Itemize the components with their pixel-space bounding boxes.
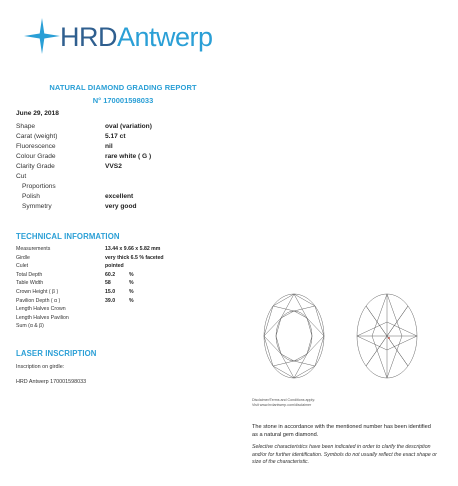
laser-inscription: HRD Antwerp 170001598033 xyxy=(16,379,87,385)
disclaimer-line-2: Visit www.hrdantwerp.com/disclaimer xyxy=(252,403,312,407)
grading-label: Symmetry xyxy=(22,203,52,210)
inclusion-marker xyxy=(388,337,390,339)
grading-label: Proportions xyxy=(22,183,56,190)
technical-value: pointed xyxy=(105,263,124,270)
grading-label: Cut xyxy=(16,173,27,180)
grading-label: Polish xyxy=(22,193,40,200)
technical-label: Pavilion Depth ( α ) xyxy=(16,297,61,304)
diamond-plot-diagrams xyxy=(252,286,442,391)
technical-value: very thick 6.5 % faceted xyxy=(105,254,164,261)
technical-label: Crown Height ( β ) xyxy=(16,288,59,295)
technical-unit: % xyxy=(129,271,134,278)
report-date: June 29, 2018 xyxy=(16,110,59,117)
pavilion-view-diagram xyxy=(357,294,417,378)
technical-label: Total Depth xyxy=(16,271,43,278)
brand-part1: HRD xyxy=(60,22,117,52)
characteristics-note: Selective characteristics have been indicated in order to clarify the description and/or for further identification. Symbols do not usually reflect the exact shape or size of the characteristic. xyxy=(252,444,437,466)
technical-unit: % xyxy=(129,288,134,295)
grading-value: VVS2 xyxy=(105,163,122,170)
disclaimer xyxy=(252,398,315,408)
technical-label: Measurements xyxy=(16,246,51,252)
brand-part2: Antwerp xyxy=(117,22,213,52)
grading-value: very good xyxy=(105,203,137,210)
grading-value: 5.17 ct xyxy=(105,133,126,140)
grading-value: nil xyxy=(105,143,113,150)
brand-logo xyxy=(22,14,222,58)
technical-title: TECHNICAL INFORMATION xyxy=(16,232,120,241)
grading-label: Carat (weight) xyxy=(16,133,58,140)
technical-label: Girdle xyxy=(16,254,30,261)
grading-label: Shape xyxy=(16,123,36,130)
grading-value: excellent xyxy=(105,193,134,200)
grading-label: Clarity Grade xyxy=(16,163,55,170)
technical-label: Table Width xyxy=(16,280,44,287)
technical-value: 15.0 xyxy=(105,288,116,295)
technical-value: 60.2 xyxy=(105,271,116,278)
crown-view-diagram xyxy=(264,294,324,378)
grading-value: rare white ( G ) xyxy=(105,153,152,160)
grading-value: oval (variation) xyxy=(105,123,152,130)
report-title: NATURAL DIAMOND GRADING REPORT xyxy=(49,83,197,92)
technical-unit: % xyxy=(129,280,134,287)
grading-label: Fluorescence xyxy=(16,143,56,150)
technical-value: 39.0 xyxy=(105,297,116,304)
laser-title: LASER INSCRIPTION xyxy=(16,349,97,358)
identification-note: The stone in accordance with the mentioned number has been identified as a natural gem diamond. xyxy=(252,424,431,438)
technical-label: Culet xyxy=(16,263,29,270)
technical-unit: % xyxy=(129,297,134,304)
report-number: N° 170001598033 xyxy=(92,96,154,105)
technical-value: 13.44 x 9.66 x 5.82 mm xyxy=(105,246,161,252)
brand-wordmark xyxy=(60,22,213,52)
laser-location: Inscription on girdle: xyxy=(16,364,65,370)
grading-label: Colour Grade xyxy=(16,153,56,160)
technical-label: Length Halves Crown xyxy=(16,306,66,313)
four-point-star-icon xyxy=(22,14,62,58)
technical-label: Length Halves Pavilion xyxy=(16,314,69,321)
technical-label: Sum (α & β) xyxy=(16,323,44,330)
technical-value: 58 xyxy=(105,280,111,287)
disclaimer-line-1: Disclaimer/Terms and Conditions apply: xyxy=(252,398,316,402)
